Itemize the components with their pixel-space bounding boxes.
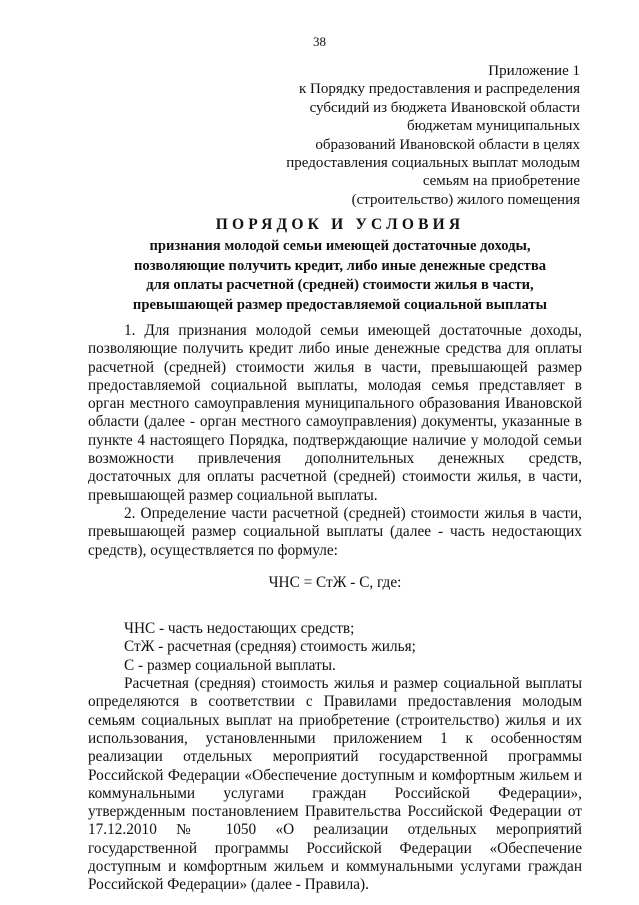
text-line: превышающей размер социальной выплаты. — [88, 486, 378, 504]
text-line: области (далее - орган местного самоуправления) документы, указанные в — [88, 413, 582, 431]
appendix-line: (строительство) жилого помещения — [351, 191, 580, 208]
document-subtitle-line: признания молодой семьи имеющей достаточные доходы, — [149, 238, 531, 254]
text-line: расчетной (средней) стоимости жилья в части, превышающей размер — [88, 358, 582, 376]
text-line: государственной программы Российской Федерации «Обеспечение — [88, 839, 582, 857]
paragraph-3 — [88, 675, 582, 895]
text-line: Российской Федерации «Обеспечение доступным и комфортным жильем и — [88, 766, 582, 784]
paragraph-2 — [88, 505, 582, 560]
definition-item: ЧНС - часть недостающих средств; — [124, 620, 355, 638]
definitions-list — [88, 620, 582, 675]
text-line: Российской Федерации» (далее - Правила). — [88, 876, 369, 894]
appendix-line: субсидий из бюджета Ивановской области — [309, 99, 580, 116]
text-line: доступным и комфортным жильем и коммунальными услугами граждан — [88, 858, 582, 876]
appendix-reference — [260, 62, 580, 209]
text-line: орган местного самоуправления муниципального образования Ивановской — [88, 395, 582, 413]
text-line: коммунальными услугами граждан Российской Федерации», — [88, 784, 582, 802]
document-heading — [70, 215, 610, 315]
document-subtitle-line: позволяющие получить кредит, либо иные денежные средства — [133, 257, 546, 274]
text-line: использования, установленными приложением 1 к особенностям — [88, 729, 582, 747]
text-line: 2. Определение части расчетной (средней) стоимости жилья в части, — [124, 504, 582, 522]
text-line: реализации отдельных мероприятий государственной программы — [88, 748, 582, 766]
text-line: предоставляемой социальной выплаты, молодая семья представляет в — [88, 376, 582, 394]
text-line: достаточных для оплаты расчетной (средней) стоимости жилья, в части, — [88, 468, 582, 486]
text-line: превышающей размер социальной выплаты (далее - часть недостающих — [88, 523, 582, 541]
appendix-line: к Порядку предоставления и распределения — [299, 81, 580, 98]
definition-item: СтЖ - расчетная (средняя) стоимость жилья; — [124, 638, 416, 656]
text-line: средств), осуществляется по формуле: — [88, 541, 338, 559]
appendix-line: образований Ивановской области в целях — [315, 136, 580, 153]
document-subtitle-line: для оплаты расчетной (средней) стоимости жилья в части, — [146, 277, 534, 294]
formula: ЧНС = СтЖ - С, где: — [268, 573, 402, 591]
appendix-line: семьям на приобретение — [422, 173, 580, 190]
paragraph-1 — [88, 322, 582, 505]
text-line: 17.12.2010 № 1050 «О реализации отдельных мероприятий — [88, 821, 582, 839]
page-number: 38 — [313, 34, 326, 49]
text-line: Расчетная (средняя) стоимость жилья и размер социальной выплаты — [124, 675, 582, 693]
text-line: 1. Для признания молодой семьи имеющей достаточные доходы, — [124, 322, 582, 339]
text-line: определяются в соответствии с Правилами предоставления молодым — [88, 693, 582, 711]
document-title: ПОРЯДОК И УСЛОВИЯ — [215, 216, 465, 233]
document-subtitle-line: превышающей размер предоставляемой социальной выплаты — [132, 296, 548, 313]
appendix-line: предоставления социальных выплат молодым — [286, 155, 580, 172]
appendix-line: бюджетам муниципальных — [406, 118, 580, 135]
definition-item: С - размер социальной выплаты. — [124, 656, 336, 674]
document-body — [88, 322, 582, 895]
text-line: позволяющие получить кредит либо иные денежные средства для оплаты — [88, 340, 582, 358]
appendix-line: Приложение 1 — [488, 63, 580, 79]
text-line: возможности привлечения дополнительных денежных средств, — [88, 450, 582, 468]
text-line: пункте 4 настоящего Порядка, подтверждающие наличие у молодой семьи — [88, 431, 582, 449]
text-line: семьям социальных выплат на приобретение (строительство) жилья и их — [88, 711, 582, 729]
text-line: утвержденным постановлением Правительства Российской Федерации от — [88, 803, 582, 821]
